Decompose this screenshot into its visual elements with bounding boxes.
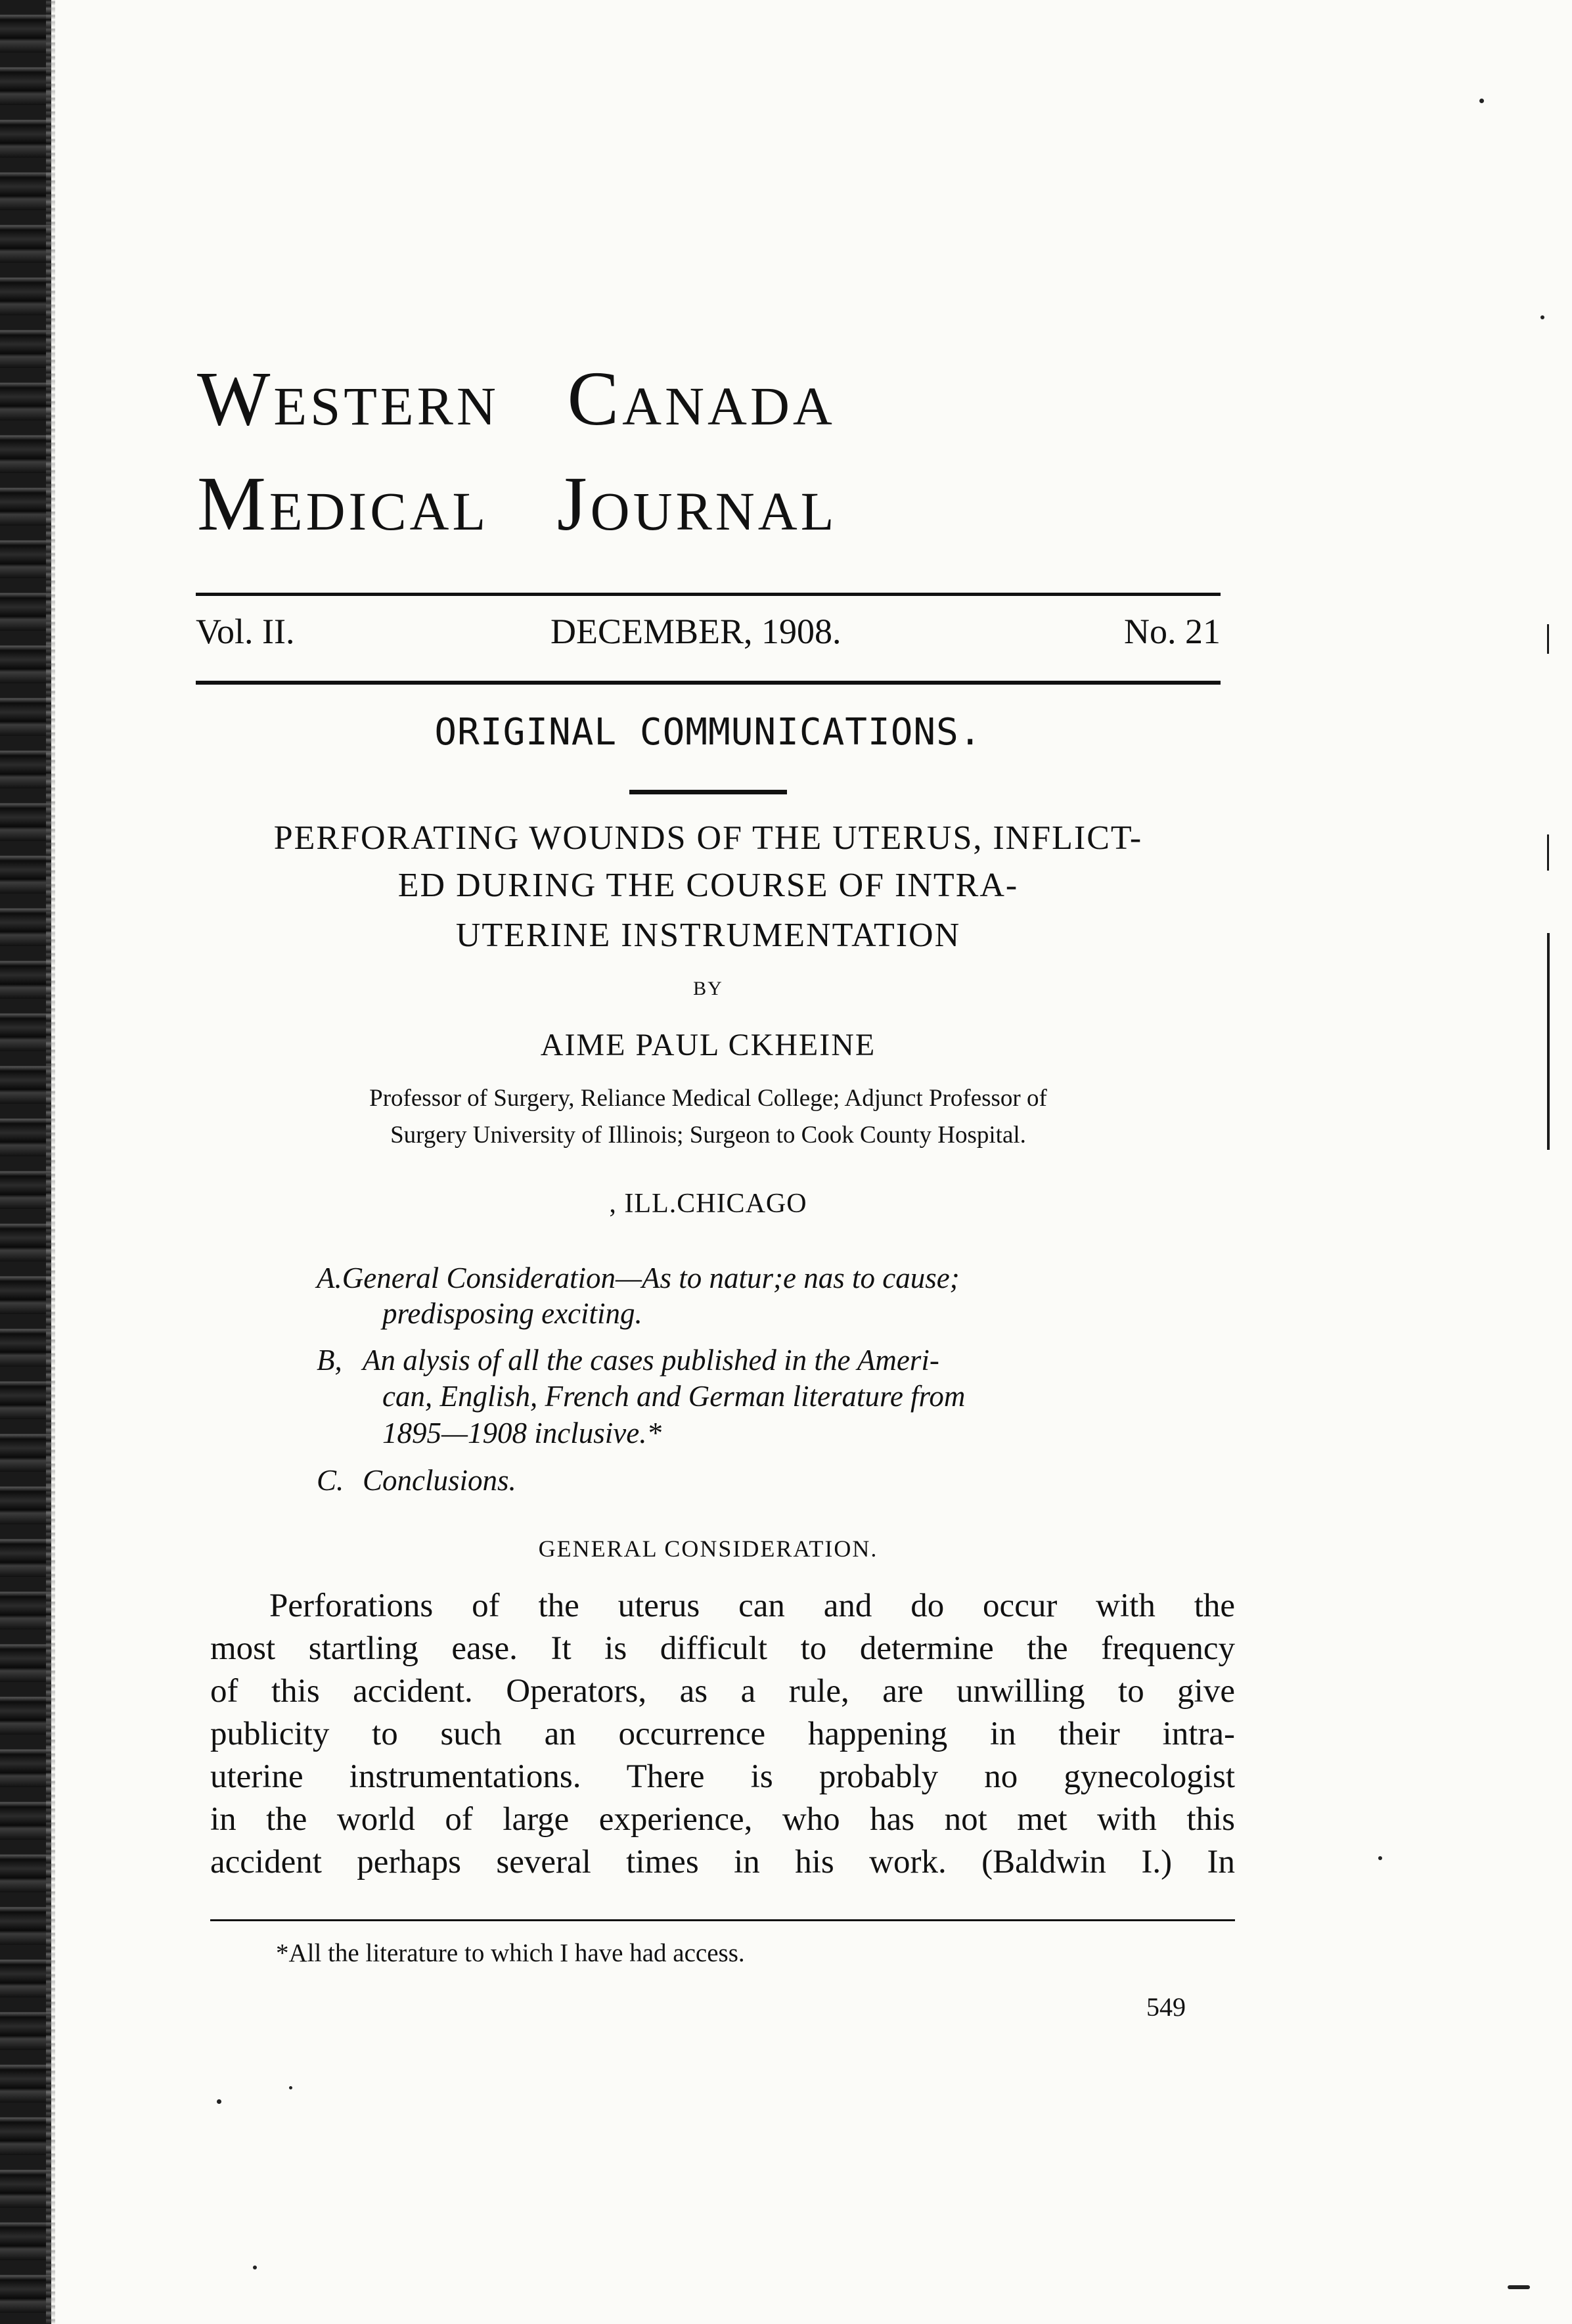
footnote: *All the literature to which I have had access. <box>276 1939 745 1967</box>
outline-item-c-line: Conclusions. <box>363 1464 516 1497</box>
outline-item-a-line: A.General Consideration—As to natur;e nas to cause; <box>317 1262 960 1294</box>
page-number: 549 <box>1146 1992 1186 2022</box>
scan-speck <box>253 2266 257 2269</box>
body-line: most startling ease. It is difficult to determine the frequency <box>210 1630 1235 1667</box>
journal-masthead-line-2 <box>197 461 1314 547</box>
body-line: Perforations of the uterus can and do occur with the <box>269 1587 1235 1624</box>
issue-number: No. 21 <box>1124 612 1221 651</box>
author-affiliation-line: Surgery University of Illinois; Surgeon to Cook County Hospital. <box>390 1122 1026 1149</box>
body-paragraph <box>210 1585 1235 1887</box>
scan-speck <box>1508 2285 1530 2289</box>
article-outline <box>317 1260 1184 1497</box>
scan-speck <box>1378 1856 1382 1860</box>
masthead-rule-bottom <box>196 681 1221 685</box>
masthead-word: Canada <box>567 355 836 442</box>
subsection-heading: GENERAL CONSIDERATION. <box>538 1536 878 1562</box>
scan-margin-mark <box>1547 624 1549 654</box>
journal-masthead-line-1 <box>197 355 1314 442</box>
section-title: ORIGINAL COMMUNICATIONS. <box>434 711 982 754</box>
section-divider <box>629 790 787 794</box>
outline-item-b-label: B, <box>317 1344 342 1377</box>
masthead-word: Western <box>197 355 499 442</box>
outline-item-b-line: 1895—1908 inclusive.* <box>382 1417 662 1449</box>
body-line: uterine instrumentations. There is probably no gynecologist <box>210 1758 1235 1795</box>
scan-speck <box>217 2099 221 2104</box>
scan-speck <box>1540 315 1544 319</box>
footnote-rule <box>210 1919 1235 1921</box>
author-name: AIME PAUL CKHEINE <box>540 1028 876 1062</box>
masthead-word: Journal <box>556 461 838 547</box>
issue-line <box>196 611 1221 657</box>
outline-item-b-line: An alysis of all the cases published in the Ameri- <box>363 1344 939 1377</box>
author-location: , ILL.CHICAGO <box>609 1189 807 1219</box>
outline-item-c-label: C. <box>317 1464 344 1497</box>
outline-item-b-line: can, English, French and German literature from <box>382 1380 966 1413</box>
article-title-line: ED DURING THE COURSE OF INTRA- <box>397 867 1019 904</box>
masthead-rule-top <box>196 593 1221 596</box>
body-line: in the world of large experience, who has not met with this <box>210 1801 1235 1838</box>
scan-speck <box>1479 99 1484 103</box>
article-title-line: UTERINE INSTRUMENTATION <box>455 917 961 954</box>
body-line: of this accident. Operators, as a rule, are unwilling to give <box>210 1673 1235 1710</box>
scan-margin-mark <box>1547 933 1550 1150</box>
volume-label: Vol. II. <box>196 612 295 651</box>
author-affiliation-line: Professor of Surgery, Reliance Medical College; Adjunct Professor of <box>369 1085 1047 1112</box>
scan-margin-mark <box>1547 834 1549 871</box>
outline-item-a-line: predisposing exciting. <box>382 1297 642 1330</box>
scan-speck <box>289 2086 292 2089</box>
masthead-word: Medical <box>197 461 489 547</box>
byline-by: BY <box>693 978 723 999</box>
scanned-binding-edge <box>0 0 51 2324</box>
body-line: accident perhaps several times in his work. (Baldwin I.) In <box>210 1844 1235 1880</box>
article-title-line: PERFORATING WOUNDS OF THE UTERUS, INFLICT- <box>273 819 1143 857</box>
issue-date: DECEMBER, 1908. <box>550 612 842 651</box>
body-line: publicity to such an occurrence happening in their intra- <box>210 1716 1235 1752</box>
